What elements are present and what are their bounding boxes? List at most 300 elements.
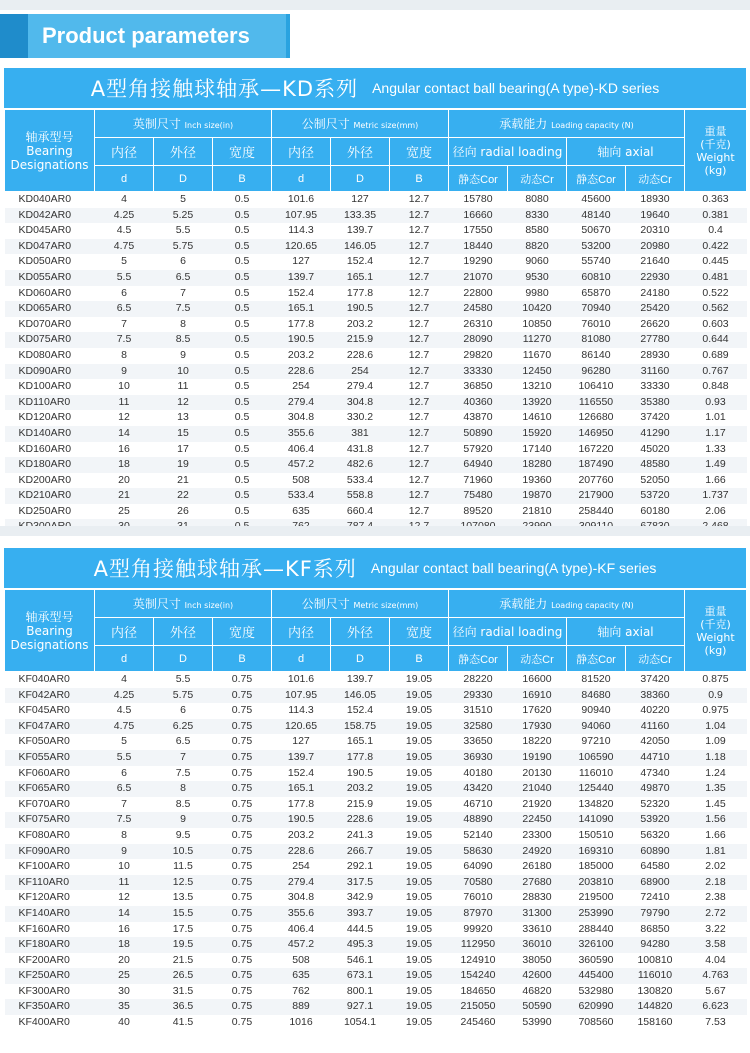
- table-cell: 5.5: [154, 672, 213, 688]
- inch-outer-header: 外径: [154, 138, 213, 166]
- bearing-code-cell: KD065AR0: [5, 301, 95, 317]
- table-cell: 20310: [626, 223, 685, 239]
- table-cell: 762: [272, 984, 331, 1000]
- table-cell: 0.481: [685, 270, 747, 286]
- bearing-code-cell: KD075AR0: [5, 332, 95, 348]
- table-cell: 0.75: [213, 703, 272, 719]
- table-cell: 4.5: [95, 223, 154, 239]
- table-cell: 31300: [508, 906, 567, 922]
- table-cell: 7.5: [154, 766, 213, 782]
- table-cell: 53990: [508, 1015, 567, 1031]
- table-cell: 4.763: [685, 968, 747, 984]
- kf-title-bar: [4, 548, 746, 589]
- table-cell: 12.7: [390, 301, 449, 317]
- table-row: [5, 504, 747, 520]
- table-cell: 29330: [449, 688, 508, 704]
- radial-dynamic-header: 动态Cr: [508, 646, 567, 672]
- table-cell: 9980: [508, 286, 567, 302]
- table-cell: 1.24: [685, 766, 747, 782]
- table-cell: 187490: [567, 457, 626, 473]
- table-cell: 165.1: [272, 301, 331, 317]
- table-cell: 19290: [449, 254, 508, 270]
- table-cell: 101.6: [272, 192, 331, 208]
- table-cell: 127: [331, 192, 390, 208]
- table-cell: 17550: [449, 223, 508, 239]
- table-cell: 203.2: [272, 348, 331, 364]
- table-cell: 215.9: [331, 332, 390, 348]
- table-row: [5, 426, 747, 442]
- table-cell: 1.737: [685, 488, 747, 504]
- table-cell: 1.45: [685, 797, 747, 813]
- table-cell: 87970: [449, 906, 508, 922]
- table-cell: 0.522: [685, 286, 747, 302]
- table-cell: 12.5: [154, 875, 213, 891]
- table-cell: 190.5: [272, 332, 331, 348]
- weight-header: 重量 (千克) Weight (kg): [685, 110, 747, 192]
- table-cell: 9: [95, 364, 154, 380]
- table-cell: 185000: [567, 859, 626, 875]
- sym-B-header: B: [213, 166, 272, 192]
- table-cell: 245460: [449, 1015, 508, 1031]
- table-row: [5, 797, 747, 813]
- table-cell: 1.66: [685, 828, 747, 844]
- table-cell: 0.5: [213, 426, 272, 442]
- table-cell: 355.6: [272, 426, 331, 442]
- bearing-code-cell: KD040AR0: [5, 192, 95, 208]
- banner-edge: [0, 14, 28, 58]
- table-cell: 0.75: [213, 734, 272, 750]
- table-row: [5, 953, 747, 969]
- table-cell: 241.3: [331, 828, 390, 844]
- table-cell: 19.05: [390, 890, 449, 906]
- table-cell: 107.95: [272, 688, 331, 704]
- table-cell: 18220: [508, 734, 567, 750]
- table-cell: 4.75: [95, 239, 154, 255]
- table-cell: 177.8: [331, 750, 390, 766]
- table-row: [5, 984, 747, 1000]
- table-cell: 0.93: [685, 395, 747, 411]
- table-cell: 6.5: [95, 781, 154, 797]
- table-cell: 17: [154, 442, 213, 458]
- table-cell: 10: [95, 859, 154, 875]
- table-cell: 215050: [449, 999, 508, 1015]
- table-cell: 46820: [508, 984, 567, 1000]
- table-cell: 5.25: [154, 208, 213, 224]
- bearing-code-cell: KF060AR0: [5, 766, 95, 782]
- table-cell: 53200: [567, 239, 626, 255]
- table-cell: 0.4: [685, 223, 747, 239]
- table-cell: 19.05: [390, 672, 449, 688]
- table-cell: 17.5: [154, 922, 213, 938]
- table-cell: 254: [272, 379, 331, 395]
- table-cell: 9: [154, 812, 213, 828]
- table-cell: 84680: [567, 688, 626, 704]
- table-cell: 4: [95, 192, 154, 208]
- table-cell: 406.4: [272, 922, 331, 938]
- table-cell: 22930: [626, 270, 685, 286]
- table-cell: 14: [95, 906, 154, 922]
- metric-size-header: 公制尺寸 Metric size(mm): [272, 590, 449, 618]
- table-cell: 20980: [626, 239, 685, 255]
- table-cell: 342.9: [331, 890, 390, 906]
- table-cell: 0.75: [213, 859, 272, 875]
- table-cell: 52050: [626, 473, 685, 489]
- loading-capacity-header: 承载能力 Loading capacity (N): [449, 590, 685, 618]
- table-cell: 10.5: [154, 844, 213, 860]
- table-cell: 4.25: [95, 208, 154, 224]
- table-cell: 0.5: [213, 395, 272, 411]
- table-cell: 12.7: [390, 488, 449, 504]
- table-cell: 19.05: [390, 797, 449, 813]
- table-cell: 8820: [508, 239, 567, 255]
- table-row: [5, 317, 747, 333]
- table-cell: 2.38: [685, 890, 747, 906]
- table-cell: 7: [154, 750, 213, 766]
- table-cell: 12.7: [390, 317, 449, 333]
- table-cell: 76010: [567, 317, 626, 333]
- table-cell: 96280: [567, 364, 626, 380]
- table-cell: 12.7: [390, 286, 449, 302]
- table-cell: 0.562: [685, 301, 747, 317]
- table-cell: 12.7: [390, 442, 449, 458]
- table-cell: 381: [331, 426, 390, 442]
- table-cell: 38360: [626, 688, 685, 704]
- table-cell: 330.2: [331, 410, 390, 426]
- table-row: [5, 301, 747, 317]
- table-cell: 532980: [567, 984, 626, 1000]
- table-cell: 130820: [626, 984, 685, 1000]
- table-cell: 36930: [449, 750, 508, 766]
- table-cell: 49870: [626, 781, 685, 797]
- table-cell: 0.75: [213, 812, 272, 828]
- table-cell: 36850: [449, 379, 508, 395]
- table-cell: 30: [95, 984, 154, 1000]
- table-cell: 660.4: [331, 504, 390, 520]
- table-cell: 50590: [508, 999, 567, 1015]
- table-cell: 10: [154, 364, 213, 380]
- table-cell: 19.05: [390, 781, 449, 797]
- sym-d-header: d: [95, 646, 154, 672]
- table-cell: 33330: [449, 364, 508, 380]
- radial-header: 径向 radial loading: [449, 618, 567, 646]
- table-cell: 18440: [449, 239, 508, 255]
- bearing-code-cell: KD050AR0: [5, 254, 95, 270]
- kd-series-section: [4, 68, 746, 535]
- table-cell: 28090: [449, 332, 508, 348]
- table-cell: 0.5: [213, 270, 272, 286]
- table-row: [5, 364, 747, 380]
- table-cell: 33330: [626, 379, 685, 395]
- table-cell: 190.5: [331, 301, 390, 317]
- bearing-code-cell: KD200AR0: [5, 473, 95, 489]
- table-cell: 28220: [449, 672, 508, 688]
- bearing-code-cell: KF250AR0: [5, 968, 95, 984]
- table-cell: 4: [95, 672, 154, 688]
- table-cell: 23300: [508, 828, 567, 844]
- sym-D-header: D: [154, 646, 213, 672]
- table-row: [5, 828, 747, 844]
- bearing-code-cell: KD250AR0: [5, 504, 95, 520]
- bearing-code-cell: KF200AR0: [5, 953, 95, 969]
- table-cell: 0.422: [685, 239, 747, 255]
- table-cell: 12.7: [390, 426, 449, 442]
- table-cell: 360590: [567, 953, 626, 969]
- table-cell: 42600: [508, 968, 567, 984]
- table-cell: 495.3: [331, 937, 390, 953]
- table-cell: 558.8: [331, 488, 390, 504]
- table-cell: 4.5: [95, 703, 154, 719]
- table-cell: 79790: [626, 906, 685, 922]
- table-cell: 27780: [626, 332, 685, 348]
- table-cell: 0.445: [685, 254, 747, 270]
- table-cell: 1.33: [685, 442, 747, 458]
- table-cell: 0.5: [213, 488, 272, 504]
- table-cell: 0.75: [213, 984, 272, 1000]
- table-cell: 41160: [626, 719, 685, 735]
- axial-dynamic-header: 动态Cr: [626, 646, 685, 672]
- bearing-code-cell: KD140AR0: [5, 426, 95, 442]
- bearing-code-cell: KF100AR0: [5, 859, 95, 875]
- weight-header: 重量 (千克) Weight (kg): [685, 590, 747, 672]
- table-cell: 1.09: [685, 734, 747, 750]
- table-cell: 17620: [508, 703, 567, 719]
- table-cell: 6: [154, 703, 213, 719]
- table-cell: 19.05: [390, 953, 449, 969]
- table-cell: 19.05: [390, 766, 449, 782]
- table-cell: 17140: [508, 442, 567, 458]
- table-cell: 124910: [449, 953, 508, 969]
- table-row: [5, 781, 747, 797]
- table-cell: 0.5: [213, 457, 272, 473]
- table-cell: 4.04: [685, 953, 747, 969]
- table-cell: 139.7: [331, 223, 390, 239]
- table-cell: 36010: [508, 937, 567, 953]
- table-cell: 457.2: [272, 457, 331, 473]
- table-cell: 106410: [567, 379, 626, 395]
- table-cell: 57920: [449, 442, 508, 458]
- table-cell: 13.5: [154, 890, 213, 906]
- table-cell: 126680: [567, 410, 626, 426]
- table-cell: 0.5: [213, 364, 272, 380]
- table-cell: 0.381: [685, 208, 747, 224]
- bearing-code-cell: KD047AR0: [5, 239, 95, 255]
- table-cell: 116010: [626, 968, 685, 984]
- table-cell: 0.5: [213, 192, 272, 208]
- metric-width-header: 宽度: [390, 618, 449, 646]
- table-cell: 21040: [508, 781, 567, 797]
- table-cell: 0.5: [213, 504, 272, 520]
- table-cell: 3.22: [685, 922, 747, 938]
- kd-title-bar: [4, 68, 746, 109]
- metric-size-header: 公制尺寸 Metric size(mm): [272, 110, 449, 138]
- table-cell: 326100: [567, 937, 626, 953]
- table-cell: 0.75: [213, 797, 272, 813]
- table-cell: 139.7: [272, 750, 331, 766]
- table-row: [5, 812, 747, 828]
- table-cell: 60890: [626, 844, 685, 860]
- bearing-code-cell: KF070AR0: [5, 797, 95, 813]
- table-cell: 0.75: [213, 766, 272, 782]
- table-cell: 0.75: [213, 719, 272, 735]
- table-cell: 10420: [508, 301, 567, 317]
- table-row: [5, 473, 747, 489]
- table-cell: 203810: [567, 875, 626, 891]
- table-cell: 444.5: [331, 922, 390, 938]
- kd-title-cn: A型角接触球轴承—KD系列: [90, 77, 359, 101]
- table-cell: 71960: [449, 473, 508, 489]
- axial-static-header: 静态Cor: [567, 166, 626, 192]
- metric-width-header: 宽度: [390, 138, 449, 166]
- table-cell: 9060: [508, 254, 567, 270]
- table-cell: 1.01: [685, 410, 747, 426]
- table-cell: 114.3: [272, 703, 331, 719]
- table-cell: 0.75: [213, 953, 272, 969]
- inch-width-header: 宽度: [213, 618, 272, 646]
- radial-header: 径向 radial loading: [449, 138, 567, 166]
- table-cell: 0.848: [685, 379, 747, 395]
- table-cell: 304.8: [272, 410, 331, 426]
- table-cell: 50890: [449, 426, 508, 442]
- bearing-code-cell: KF050AR0: [5, 734, 95, 750]
- table-cell: 8.5: [154, 332, 213, 348]
- axial-header: 轴向 axial: [567, 618, 685, 646]
- metric-inner-header: 内径: [272, 138, 331, 166]
- bearing-code-cell: KF160AR0: [5, 922, 95, 938]
- bearing-code-cell: KF080AR0: [5, 828, 95, 844]
- table-cell: 19190: [508, 750, 567, 766]
- table-cell: 533.4: [272, 488, 331, 504]
- table-cell: 8330: [508, 208, 567, 224]
- table-cell: 6.5: [154, 270, 213, 286]
- bearing-code-cell: KF047AR0: [5, 719, 95, 735]
- table-cell: 10: [95, 379, 154, 395]
- table-cell: 99920: [449, 922, 508, 938]
- table-row: [5, 844, 747, 860]
- metric-inner-header: 内径: [272, 618, 331, 646]
- bearing-code-cell: KF042AR0: [5, 688, 95, 704]
- table-cell: 431.8: [331, 442, 390, 458]
- table-cell: 60810: [567, 270, 626, 286]
- table-row: [5, 223, 747, 239]
- table-cell: 11270: [508, 332, 567, 348]
- table-cell: 139.7: [272, 270, 331, 286]
- table-cell: 89520: [449, 504, 508, 520]
- table-cell: 144820: [626, 999, 685, 1015]
- table-cell: 12.7: [390, 364, 449, 380]
- table-cell: 19.05: [390, 999, 449, 1015]
- table-cell: 482.6: [331, 457, 390, 473]
- table-cell: 72410: [626, 890, 685, 906]
- table-cell: 41290: [626, 426, 685, 442]
- table-cell: 12.7: [390, 457, 449, 473]
- table-cell: 258440: [567, 504, 626, 520]
- table-cell: 25: [95, 968, 154, 984]
- table-cell: 22800: [449, 286, 508, 302]
- table-cell: 38050: [508, 953, 567, 969]
- table-row: [5, 672, 747, 688]
- table-cell: 25: [95, 504, 154, 520]
- table-cell: 254: [331, 364, 390, 380]
- table-cell: 81080: [567, 332, 626, 348]
- table-cell: 0.9: [685, 688, 747, 704]
- table-cell: 24580: [449, 301, 508, 317]
- table-row: [5, 703, 747, 719]
- table-cell: 42050: [626, 734, 685, 750]
- table-cell: 152.4: [331, 703, 390, 719]
- table-cell: 393.7: [331, 906, 390, 922]
- table-cell: 112950: [449, 937, 508, 953]
- table-cell: 116010: [567, 766, 626, 782]
- bearing-code-cell: KF075AR0: [5, 812, 95, 828]
- bearing-code-cell: KD045AR0: [5, 223, 95, 239]
- table-cell: 6.25: [154, 719, 213, 735]
- kf-title-cn: A型角接触球轴承—KF系列: [93, 557, 357, 581]
- kf-series-section: [4, 548, 746, 1031]
- table-cell: 26620: [626, 317, 685, 333]
- table-cell: 37420: [626, 410, 685, 426]
- table-cell: 12.7: [390, 410, 449, 426]
- table-cell: 15920: [508, 426, 567, 442]
- table-cell: 304.8: [331, 395, 390, 411]
- bearing-code-cell: KF180AR0: [5, 937, 95, 953]
- bearing-code-cell: KF040AR0: [5, 672, 95, 688]
- table-cell: 1.49: [685, 457, 747, 473]
- table-cell: 1.81: [685, 844, 747, 860]
- table-cell: 94060: [567, 719, 626, 735]
- table-cell: 1.17: [685, 426, 747, 442]
- table-cell: 152.4: [331, 254, 390, 270]
- bearing-code-cell: KF140AR0: [5, 906, 95, 922]
- table-cell: 14: [95, 426, 154, 442]
- table-row: [5, 999, 747, 1015]
- table-cell: 219500: [567, 890, 626, 906]
- table-cell: 0.75: [213, 906, 272, 922]
- table-cell: 0.75: [213, 922, 272, 938]
- sym-B-header: B: [390, 166, 449, 192]
- table-row: [5, 968, 747, 984]
- table-cell: 28930: [626, 348, 685, 364]
- table-cell: 152.4: [272, 766, 331, 782]
- table-cell: 355.6: [272, 906, 331, 922]
- table-cell: 19.05: [390, 734, 449, 750]
- inch-inner-header: 内径: [95, 138, 154, 166]
- table-cell: 19.05: [390, 859, 449, 875]
- table-cell: 106590: [567, 750, 626, 766]
- product-parameters-banner: [0, 0, 750, 66]
- table-cell: 5.5: [95, 750, 154, 766]
- table-cell: 279.4: [272, 875, 331, 891]
- table-cell: 12.7: [390, 270, 449, 286]
- table-cell: 19.05: [390, 875, 449, 891]
- bearing-code-cell: KF065AR0: [5, 781, 95, 797]
- table-cell: 18930: [626, 192, 685, 208]
- table-cell: 16600: [508, 672, 567, 688]
- bearing-code-cell: KF300AR0: [5, 984, 95, 1000]
- table-cell: 2.72: [685, 906, 747, 922]
- table-cell: 1.04: [685, 719, 747, 735]
- kf-table: [4, 589, 747, 1031]
- bearing-code-cell: KD055AR0: [5, 270, 95, 286]
- table-cell: 0.5: [213, 239, 272, 255]
- table-row: [5, 750, 747, 766]
- table-cell: 0.5: [213, 254, 272, 270]
- table-cell: 1.18: [685, 750, 747, 766]
- table-row: [5, 859, 747, 875]
- table-cell: 177.8: [272, 317, 331, 333]
- table-cell: 7.5: [154, 301, 213, 317]
- bearing-code-cell: KD120AR0: [5, 410, 95, 426]
- table-cell: 40360: [449, 395, 508, 411]
